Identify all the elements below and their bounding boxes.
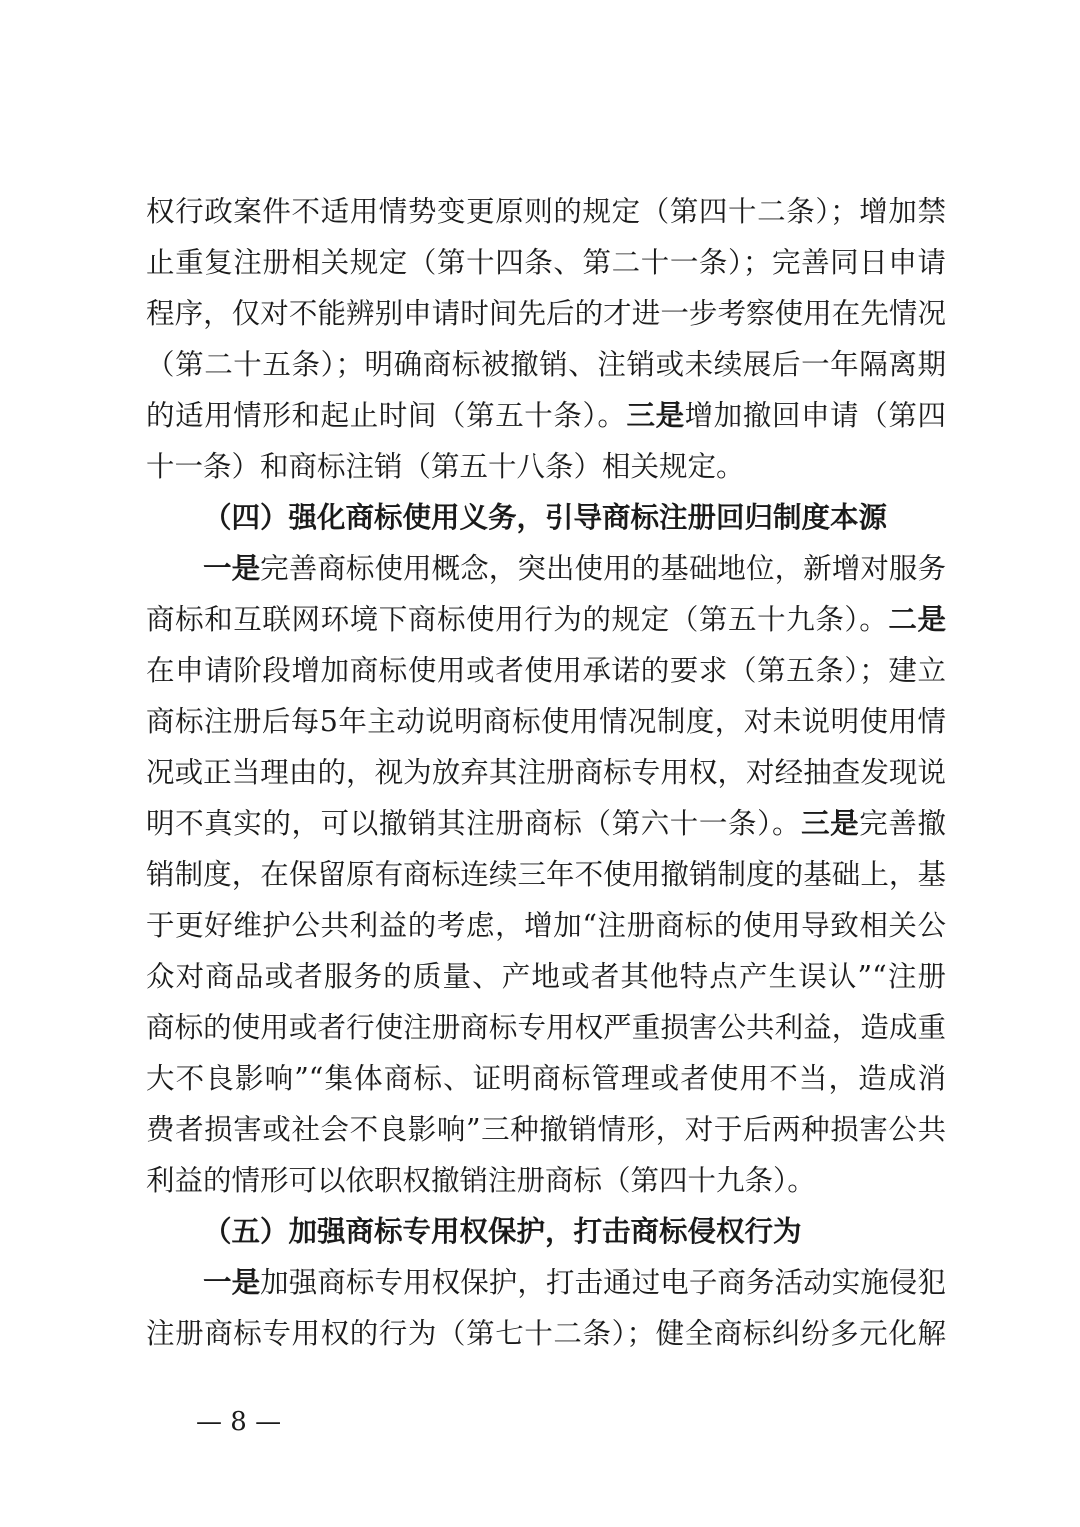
text-line — [146, 339, 946, 390]
text-run: 销制度，在保留原有商标连续三年不使用撤销制度的基础上，基 — [146, 858, 946, 891]
text-line — [146, 798, 946, 849]
text-line — [146, 594, 946, 645]
text-run: 商标注册后每5年主动说明商标使用情况制度，对未说明使用情 — [146, 705, 946, 738]
text-line — [146, 441, 946, 492]
text-line — [146, 1002, 946, 1053]
text-run: 权行政案件不适用情势变更原则的规定（第四十二条）；增加禁 — [146, 195, 946, 228]
text-run: 程序，仅对不能辨别申请时间先后的才进一步考察使用在先情况 — [146, 297, 946, 330]
page-number: — 8 — — [196, 1407, 282, 1437]
text-run: （第二十五条）；明确商标被撤销、注销或未续展后一年隔离期 — [146, 348, 946, 381]
text-run: 注册商标专用权的行为（第七十二条）；健全商标纠纷多元化解 — [146, 1317, 946, 1350]
text-run: 止重复注册相关规定（第十四条、第二十一条）；完善同日申请 — [146, 246, 946, 279]
text-line — [146, 237, 946, 288]
bold-text: 三是 — [801, 806, 860, 840]
text-line — [146, 951, 946, 1002]
text-run: 在申请阶段增加商标使用或者使用承诺的要求（第五条）；建立 — [146, 654, 946, 687]
text-run: 于更好维护公共利益的考虑，增加“注册商标的使用导致相关公 — [146, 909, 946, 942]
text-line — [146, 747, 946, 798]
text-line — [146, 645, 946, 696]
bold-text: 一是 — [203, 1265, 261, 1299]
section-heading — [146, 492, 946, 543]
text-line — [146, 900, 946, 951]
bold-text: （五）加强商标专用权保护，打击商标侵权行为 — [203, 1214, 802, 1248]
text-line — [146, 288, 946, 339]
text-line — [146, 1257, 946, 1308]
text-run: 完善商标使用概念，突出使用的基础地位，新增对服务 — [260, 552, 946, 585]
body-text — [146, 186, 946, 1359]
text-run: 加强商标专用权保护，打击通过电子商务活动实施侵犯 — [260, 1266, 946, 1299]
text-run: 利益的情形可以依职权撤销注册商标（第四十九条）。 — [146, 1164, 816, 1197]
text-line — [146, 1104, 946, 1155]
text-run: 的适用情形和起止时间（第五十条）。 — [146, 399, 627, 432]
section-heading — [146, 1206, 946, 1257]
text-run: 众对商品或者服务的质量、产地或者其他特点产生误认”“注册 — [146, 960, 946, 993]
text-line — [146, 543, 946, 594]
text-line — [146, 696, 946, 747]
bold-text: 三是 — [626, 398, 685, 432]
bold-text: （四）强化商标使用义务，引导商标注册回归制度本源 — [203, 500, 888, 534]
text-run: 商标的使用或者行使注册商标专用权严重损害公共利益，造成重 — [146, 1011, 946, 1044]
text-run: 明不真实的，可以撤销其注册商标（第六十一条）。 — [146, 807, 802, 840]
text-line — [146, 1155, 946, 1206]
text-run: 十一条）和商标注销（第五十八条）相关规定。 — [146, 450, 745, 483]
text-run: 费者损害或社会不良影响”三种撤销情形，对于后两种损害公共 — [146, 1113, 946, 1146]
text-run: 商标和互联网环境下商标使用行为的规定（第五十九条）。 — [146, 603, 889, 636]
text-line — [146, 1053, 946, 1104]
bold-text: 一是 — [203, 551, 261, 585]
text-run: 增加撤回申请（第四 — [684, 399, 946, 432]
text-run: 大不良影响”“集体商标、证明商标管理或者使用不当，造成消 — [146, 1062, 946, 1095]
text-run: 完善撤 — [859, 807, 946, 840]
bold-text: 二是 — [888, 602, 946, 636]
text-line — [146, 1308, 946, 1359]
text-line — [146, 849, 946, 900]
text-line — [146, 186, 946, 237]
text-run: 况或正当理由的，视为放弃其注册商标专用权，对经抽查发现说 — [146, 756, 946, 789]
text-line — [146, 390, 946, 441]
